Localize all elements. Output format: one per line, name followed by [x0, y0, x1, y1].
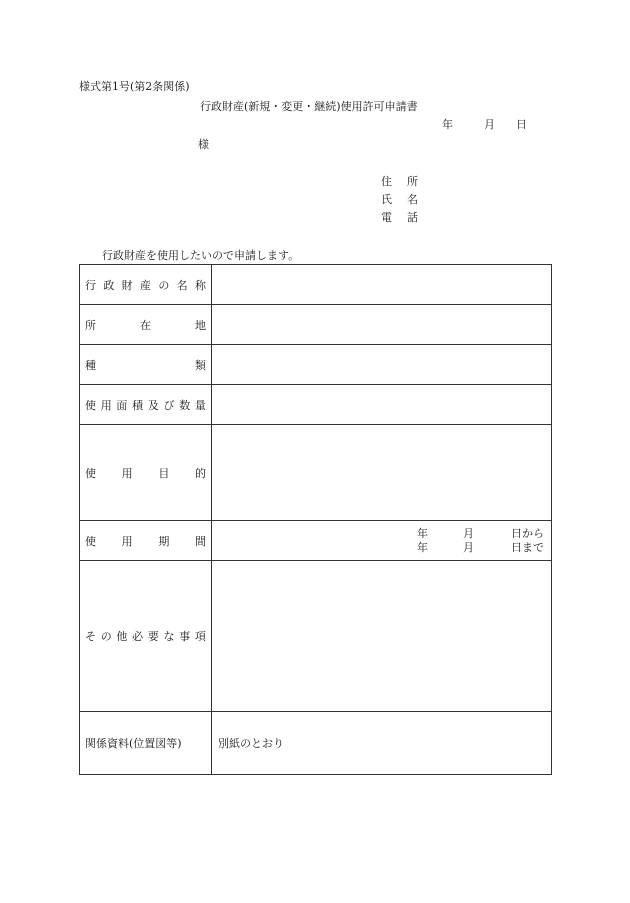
- application-form-table: [79, 264, 552, 775]
- label-char: 及: [147, 398, 159, 412]
- date-line: [442, 118, 527, 132]
- period-end-year: 年: [417, 540, 428, 554]
- period-start-month: 月: [463, 526, 474, 540]
- label-char: び: [163, 398, 175, 412]
- row-purpose: [80, 425, 552, 521]
- label-char: 事: [179, 630, 191, 643]
- label-char: 在: [140, 318, 151, 332]
- label-char: 産: [139, 278, 151, 292]
- period-end: [417, 541, 545, 555]
- label-char: 使: [85, 534, 96, 548]
- label-period: [80, 521, 212, 561]
- label-purpose: [80, 425, 212, 521]
- period-end-day: 日まで: [511, 540, 544, 554]
- phone-char-2: 話: [407, 211, 418, 224]
- label-char: の: [100, 630, 112, 643]
- label-char: 要: [147, 630, 159, 643]
- label-char: 地: [195, 318, 206, 332]
- address-char-2: 所: [407, 175, 418, 188]
- row-period: [80, 521, 552, 561]
- value-other-matters[interactable]: [212, 561, 552, 712]
- row-related-materials: [80, 712, 552, 775]
- label-char: 数: [179, 398, 191, 412]
- label-char: 称: [194, 278, 206, 292]
- value-related-materials[interactable]: 別紙のとおり: [212, 712, 552, 775]
- label-char: 用: [100, 398, 112, 412]
- period-start: [417, 527, 545, 541]
- row-location: [80, 305, 552, 345]
- applicant-name-label: [381, 193, 419, 207]
- applicant-address-label: [381, 175, 419, 189]
- date-year-label: 年: [442, 118, 453, 131]
- label-char: 政: [103, 278, 115, 292]
- label-char: 積: [132, 398, 144, 412]
- label-type: [80, 345, 212, 385]
- label-property-name: [80, 265, 212, 305]
- period-range: [218, 527, 545, 555]
- label-char: 類: [195, 358, 206, 372]
- label-char: 項: [194, 630, 206, 643]
- label-char: 使: [85, 398, 96, 412]
- addressee: 様: [198, 138, 209, 151]
- label-char: 量: [194, 398, 206, 412]
- value-location[interactable]: [212, 305, 552, 345]
- label-char: 名: [176, 278, 188, 292]
- intro-statement: 行政財産を使用したいので申請します。: [102, 249, 300, 262]
- label-char: 目: [158, 466, 170, 480]
- label-char: 他: [116, 630, 128, 643]
- label-char: 面: [116, 398, 128, 412]
- name-char-1: 氏: [381, 193, 392, 206]
- label-char: そ: [85, 630, 96, 643]
- row-area-quantity: [80, 385, 552, 425]
- label-char: 間: [194, 534, 206, 548]
- value-property-name[interactable]: [212, 265, 552, 305]
- row-type: [80, 345, 552, 385]
- label-char: 所: [85, 318, 96, 332]
- applicant-phone-label: [381, 211, 419, 225]
- label-char: 的: [194, 466, 206, 480]
- label-char: 期: [158, 534, 170, 548]
- label-location: [80, 305, 212, 345]
- form-number: 様式第1号(第2条関係): [79, 80, 190, 93]
- value-period[interactable]: [212, 521, 552, 561]
- period-start-day: 日から: [511, 526, 544, 540]
- label-char: 財: [121, 278, 133, 292]
- label-char: 種: [85, 358, 96, 372]
- label-char: な: [163, 630, 175, 643]
- label-char: 使: [85, 466, 96, 480]
- period-end-month: 月: [463, 540, 474, 554]
- value-area-quantity[interactable]: [212, 385, 552, 425]
- label-other-matters: [80, 561, 212, 712]
- row-other-matters: [80, 561, 552, 712]
- phone-char-1: 電: [381, 211, 392, 224]
- label-char: 必: [132, 630, 144, 643]
- date-day-label: 日: [516, 118, 527, 131]
- row-property-name: [80, 265, 552, 305]
- value-purpose[interactable]: [212, 425, 552, 521]
- address-char-1: 住: [381, 175, 392, 188]
- label-related-materials: 関係資料(位置図等): [80, 712, 212, 775]
- document-title: 行政財産(新規・変更・継続)使用許可申請書: [200, 100, 418, 113]
- label-char: の: [158, 278, 170, 292]
- label-area-quantity: [80, 385, 212, 425]
- date-month-label: 月: [484, 118, 495, 131]
- value-type[interactable]: [212, 345, 552, 385]
- label-char: 用: [121, 534, 133, 548]
- period-start-year: 年: [417, 526, 428, 540]
- name-char-2: 名: [407, 193, 418, 206]
- label-char: 用: [121, 466, 133, 480]
- label-char: 行: [85, 278, 96, 292]
